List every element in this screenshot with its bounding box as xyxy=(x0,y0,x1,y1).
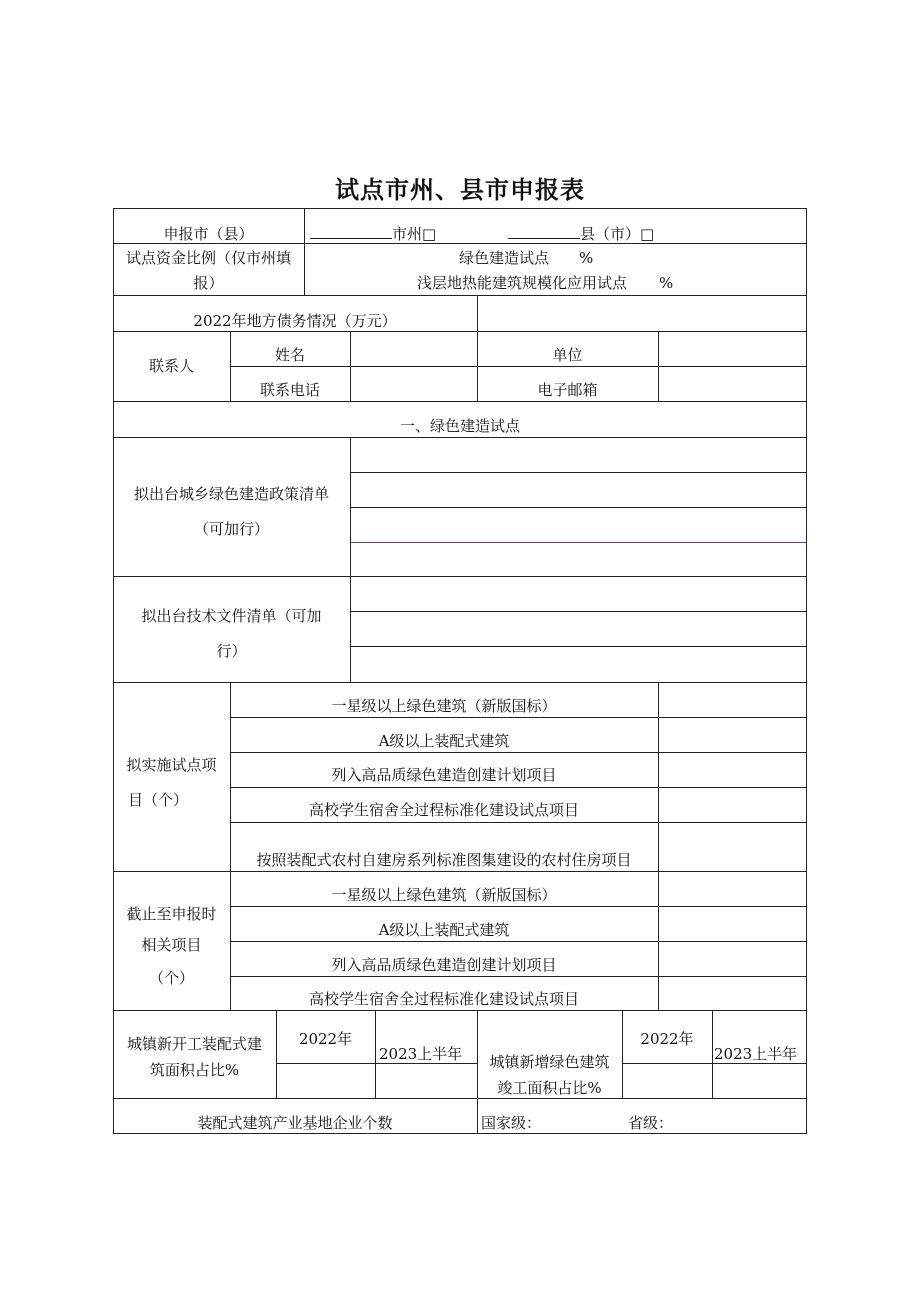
row-divider xyxy=(113,401,807,402)
city-checkbox[interactable]: □ xyxy=(422,225,437,243)
row-divider xyxy=(230,976,807,977)
city-suffix: 市州 xyxy=(392,225,423,243)
row-divider xyxy=(113,295,807,296)
contact-unit-label: 单位 xyxy=(552,346,583,364)
prefab-ratio-label-line1: 城镇新开工装配式建 xyxy=(126,1035,262,1053)
row-divider xyxy=(350,611,807,612)
fund-ratio-label-line2: 报） xyxy=(193,274,224,292)
geothermal-pilot-label: 浅层地热能建筑规模化应用试点 xyxy=(417,274,628,292)
existing-projects-label-line1: 截止至申报时 xyxy=(126,905,217,923)
row-divider xyxy=(230,717,807,718)
row-divider xyxy=(350,646,807,647)
geothermal-pilot-ratio[interactable] xyxy=(417,273,673,293)
county-suffix: 县（市） xyxy=(580,225,641,243)
row-divider xyxy=(113,576,807,577)
debt-label: 2022年地方债务情况（万元） xyxy=(193,312,397,330)
planned-projects-label-line1: 拟实施试点项 xyxy=(126,756,217,774)
col-divider xyxy=(304,208,305,295)
prefab-year-2022: 2022年 xyxy=(298,1030,353,1048)
row-divider xyxy=(230,822,807,823)
row-divider xyxy=(113,682,807,683)
row-divider xyxy=(350,507,807,508)
row-divider xyxy=(230,906,807,907)
row-divider xyxy=(113,1098,807,1099)
row-divider xyxy=(230,787,807,788)
col-divider xyxy=(658,682,659,1010)
green-year-2023h1: 2023上半年 xyxy=(714,1045,798,1063)
row-divider xyxy=(113,437,807,438)
section1-title: 一、绿色建造试点 xyxy=(399,417,520,435)
green-pilot-label: 绿色建造试点 xyxy=(459,249,550,267)
planned-project-item: A级以上装配式建筑 xyxy=(378,732,510,750)
row-divider xyxy=(113,871,807,872)
col-divider xyxy=(622,1010,623,1098)
planned-project-item: 按照装配式农村自建房系列标准图集建设的农村住房项目 xyxy=(256,851,632,869)
col-divider xyxy=(477,1010,478,1134)
county-checkbox[interactable]: □ xyxy=(640,225,655,243)
row-divider xyxy=(113,331,807,332)
existing-project-item: A级以上装配式建筑 xyxy=(378,921,510,939)
percent-sign: % xyxy=(659,274,674,292)
tech-list-label-line1: 拟出台技术文件清单（可加 xyxy=(141,607,322,625)
existing-projects-label-line2: 相关项目 xyxy=(141,936,202,954)
row-divider xyxy=(230,752,807,753)
contact-label: 联系人 xyxy=(148,357,194,375)
applicant-county-field[interactable] xyxy=(508,224,654,244)
col-divider xyxy=(658,331,659,401)
row-divider xyxy=(113,1010,807,1011)
planned-project-item: 高校学生宿舍全过程标准化建设试点项目 xyxy=(308,801,579,819)
prefab-year-2023h1: 2023上半年 xyxy=(379,1045,463,1063)
existing-project-item: 列入高品质绿色建造创建计划项目 xyxy=(331,956,557,974)
row-divider xyxy=(230,366,807,367)
table-border-left xyxy=(113,208,114,1134)
contact-email-label: 电子邮箱 xyxy=(537,381,598,399)
col-divider xyxy=(375,1010,376,1098)
col-divider xyxy=(350,331,351,401)
existing-projects-label-line3: （个） xyxy=(148,969,194,987)
col-divider xyxy=(712,1010,713,1098)
existing-project-item: 一星级以上绿色建筑（新版国标） xyxy=(331,886,557,904)
policy-list-label-line2: （可加行） xyxy=(193,520,269,538)
prefab-ratio-label-line2: 筑面积占比% xyxy=(149,1061,240,1079)
policy-list-label-line1: 拟出台城乡绿色建造政策清单 xyxy=(133,485,329,503)
city-name-blank[interactable] xyxy=(310,224,392,239)
planned-project-item: 一星级以上绿色建筑（新版国标） xyxy=(331,697,557,715)
industry-base-national: 国家级： xyxy=(481,1114,542,1132)
table-border-top xyxy=(113,208,807,209)
tech-list-label-line2: 行） xyxy=(216,642,247,660)
row-divider xyxy=(350,472,807,473)
page-title: 试点市州、县市申报表 xyxy=(335,176,585,204)
industry-base-label: 装配式建筑产业基地企业个数 xyxy=(197,1114,393,1132)
table-border-bottom xyxy=(113,1133,807,1134)
planned-projects-label-line2: 目（个） xyxy=(128,791,189,809)
row-divider xyxy=(230,941,807,942)
green-ratio-label-line1: 城镇新增绿色建筑 xyxy=(489,1053,610,1071)
table-border-right xyxy=(806,208,807,1134)
fund-ratio-label-line1: 试点资金比例（仅市州填 xyxy=(125,249,291,267)
industry-base-provincial: 省级： xyxy=(628,1114,674,1132)
planned-project-item: 列入高品质绿色建造创建计划项目 xyxy=(331,766,557,784)
applicant-label: 申报市（县） xyxy=(163,225,254,243)
applicant-city-field[interactable] xyxy=(310,224,436,244)
green-ratio-label-line2: 竣工面积占比% xyxy=(497,1079,602,1097)
contact-phone-label: 联系电话 xyxy=(259,381,320,399)
green-year-2022: 2022年 xyxy=(640,1030,694,1048)
county-name-blank[interactable] xyxy=(508,224,580,239)
col-divider xyxy=(276,1010,277,1098)
percent-sign: % xyxy=(579,249,594,267)
existing-project-item: 高校学生宿舍全过程标准化建设试点项目 xyxy=(308,990,579,1008)
green-pilot-ratio[interactable] xyxy=(459,248,593,268)
row-divider xyxy=(350,542,807,543)
contact-name-label: 姓名 xyxy=(274,346,305,364)
col-divider xyxy=(350,437,351,682)
